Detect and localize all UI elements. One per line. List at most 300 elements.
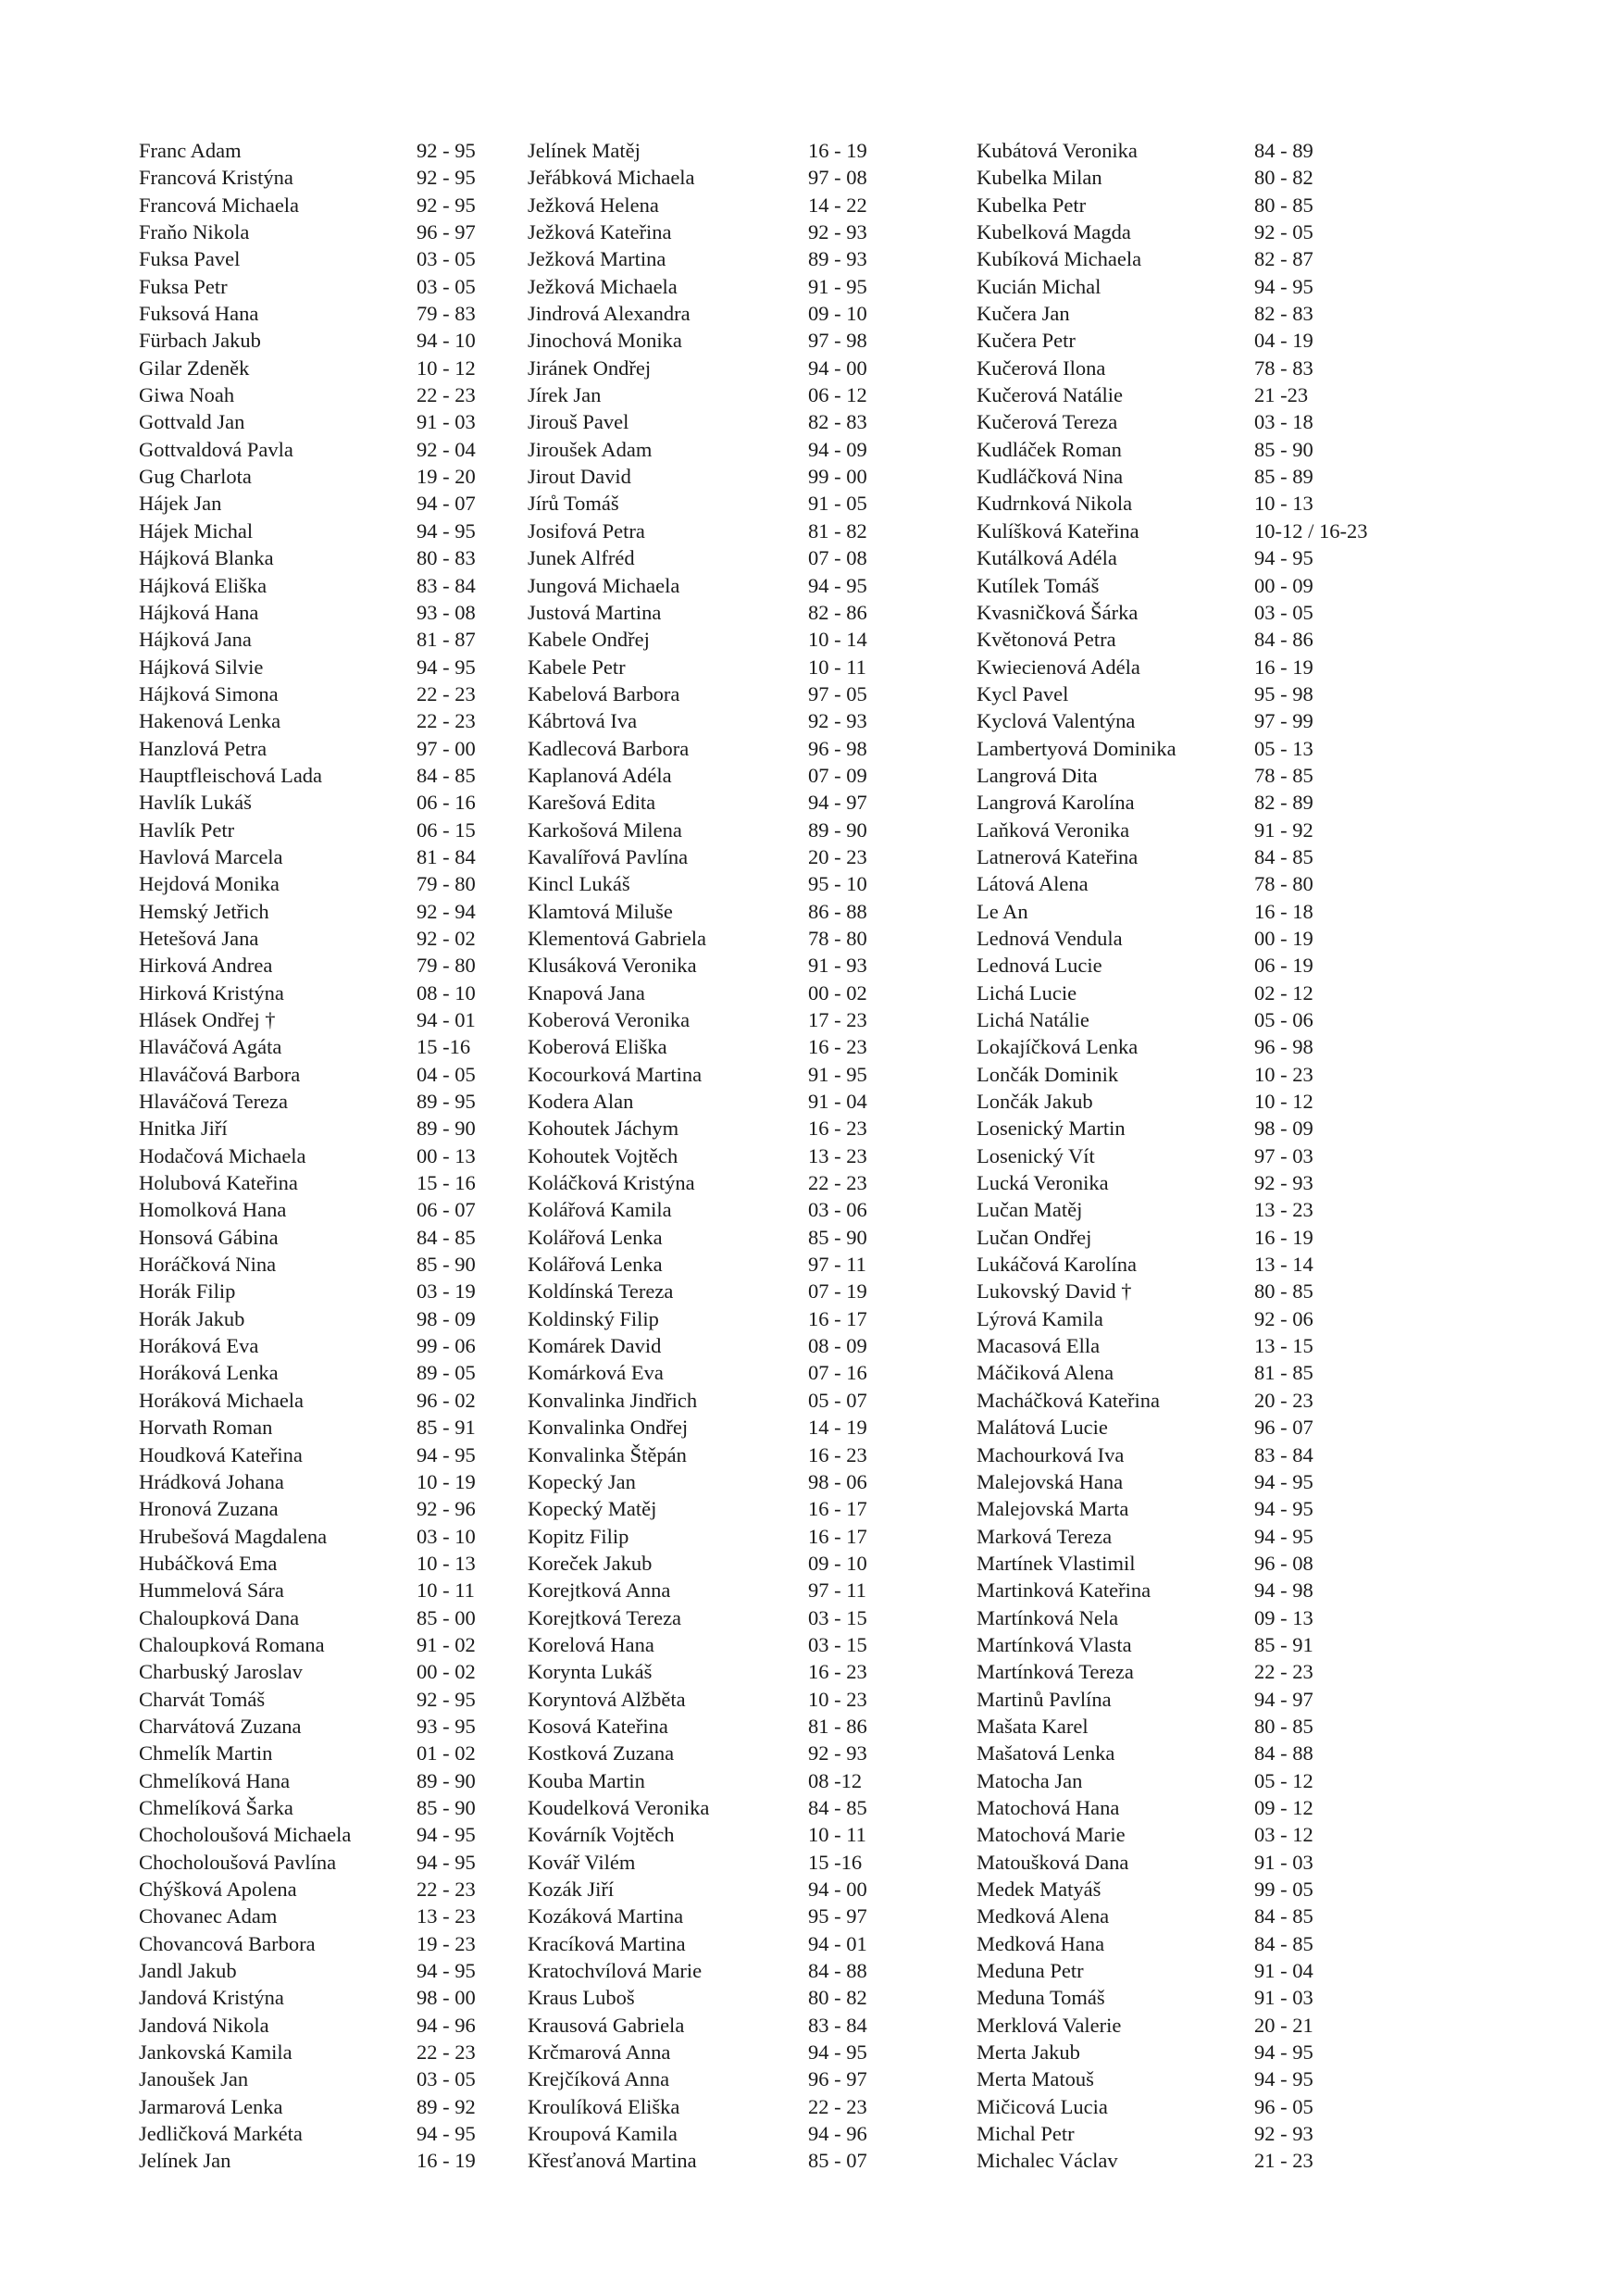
list-item <box>139 436 476 463</box>
list-item <box>139 2039 476 2065</box>
person-name: Kutílek Tomáš <box>977 573 1100 597</box>
membership-years: 94 - 95 <box>1254 2067 1313 2091</box>
list-item <box>528 1876 867 1903</box>
membership-years: 94 - 97 <box>1254 1687 1313 1711</box>
membership-years: 06 - 12 <box>808 383 867 407</box>
person-name: Medková Alena <box>977 1904 1110 1928</box>
list-item <box>977 735 1368 762</box>
list-item <box>528 436 867 463</box>
person-name: Malejovská Marta <box>977 1497 1129 1521</box>
list-item <box>139 1984 476 2011</box>
membership-years: 92 - 95 <box>417 139 476 162</box>
membership-years: 79 - 80 <box>417 954 476 978</box>
membership-years: 22 - 23 <box>417 681 476 705</box>
list-item <box>139 1849 476 1876</box>
membership-years: 19 - 23 <box>417 1931 476 1955</box>
person-name: Kaplanová Adéla <box>528 763 672 787</box>
membership-years: 13 - 14 <box>1254 1253 1313 1277</box>
person-name: Kwiecienová Adéla <box>977 655 1140 679</box>
list-item <box>977 327 1368 354</box>
membership-years: 91 - 03 <box>417 410 476 434</box>
membership-years: 82 - 83 <box>808 410 867 434</box>
membership-years: 85 - 90 <box>417 1795 476 1819</box>
membership-years: 21 -23 <box>1254 383 1309 407</box>
list-item <box>139 273 476 300</box>
person-name: Martínková Nela <box>977 1605 1119 1629</box>
list-item <box>977 1115 1368 1142</box>
list-item <box>139 1821 476 1848</box>
list-item <box>977 1251 1368 1278</box>
list-item <box>528 192 867 218</box>
membership-years: 10 - 13 <box>417 1551 476 1575</box>
membership-years: 06 - 07 <box>417 1198 476 1222</box>
person-name: Hlaváčová Barbora <box>139 1062 301 1086</box>
list-item <box>139 1251 476 1278</box>
person-name: Fuksa Petr <box>139 274 228 298</box>
list-item <box>528 1061 867 1088</box>
person-name: Kabele Petr <box>528 655 626 679</box>
person-name: Jeřábková Michaela <box>528 166 695 190</box>
list-item <box>977 1278 1368 1304</box>
list-item <box>977 2039 1368 2065</box>
list-item <box>977 626 1368 653</box>
person-name: Martínková Vlasta <box>977 1632 1132 1656</box>
list-item <box>528 1604 867 1631</box>
membership-years: 94 - 95 <box>808 2040 867 2065</box>
membership-years: 94 - 95 <box>1254 2040 1313 2065</box>
person-name: Komárek David <box>528 1334 662 1358</box>
person-name: Kucián Michal <box>977 274 1101 298</box>
person-name: Hronová Zuzana <box>139 1497 279 1521</box>
membership-years: 93 - 95 <box>417 1714 476 1738</box>
membership-years: 83 - 84 <box>808 2013 867 2037</box>
person-name: Jirout David <box>528 465 631 489</box>
list-item <box>139 980 476 1006</box>
list-item <box>977 137 1368 164</box>
list-item <box>977 654 1368 680</box>
membership-years: 96 - 97 <box>808 2067 867 2091</box>
list-item <box>139 1713 476 1740</box>
person-name: Horáčková Nina <box>139 1253 277 1277</box>
membership-years: 17 - 23 <box>808 1008 867 1031</box>
person-name: Jelínek Matěj <box>528 139 641 162</box>
membership-years: 03 - 06 <box>808 1198 867 1222</box>
membership-years: 03 - 18 <box>1254 410 1313 434</box>
person-name: Kubátová Veronika <box>977 139 1138 162</box>
column-1 <box>139 137 476 2175</box>
membership-years: 91 - 05 <box>808 492 867 516</box>
person-name: Konvalinka Jindřich <box>528 1388 698 1412</box>
list-item <box>139 2120 476 2147</box>
person-name: Latnerová Kateřina <box>977 844 1139 868</box>
list-item <box>528 1224 867 1251</box>
person-name: Lýrová Kamila <box>977 1306 1103 1330</box>
list-item <box>977 1061 1368 1088</box>
person-name: Lambertyová Dominika <box>977 736 1176 760</box>
person-name: Lukovský David † <box>977 1279 1132 1304</box>
person-name: Kučera Petr <box>977 329 1076 353</box>
list-item <box>139 1523 476 1550</box>
person-name: Jandová Kristýna <box>139 1986 284 2010</box>
list-item <box>139 707 476 734</box>
membership-years: 21 - 23 <box>1254 2149 1313 2173</box>
list-item <box>977 870 1368 897</box>
membership-years: 95 - 98 <box>1254 681 1313 705</box>
list-item <box>139 2012 476 2039</box>
membership-years: 22 - 23 <box>417 383 476 407</box>
list-item <box>528 870 867 897</box>
list-item <box>139 1033 476 1060</box>
person-name: Fraňo Nikola <box>139 220 250 244</box>
person-name: Matochová Hana <box>977 1795 1120 1819</box>
person-name: Langrová Karolína <box>977 791 1135 815</box>
list-item <box>528 1142 867 1169</box>
person-name: Látová Alena <box>977 872 1089 896</box>
list-item <box>139 1903 476 1929</box>
person-name: Kolářová Lenka <box>528 1225 663 1249</box>
membership-years: 92 - 04 <box>417 437 476 461</box>
membership-years: 22 - 23 <box>417 709 476 733</box>
membership-years: 16 - 23 <box>808 1442 867 1466</box>
list-item <box>139 1305 476 1332</box>
membership-years: 13 - 15 <box>1254 1334 1313 1358</box>
person-name: Hubáčková Ema <box>139 1551 278 1575</box>
list-item <box>528 762 867 789</box>
list-item <box>139 2147 476 2174</box>
membership-years: 95 - 97 <box>808 1904 867 1928</box>
membership-years: 19 - 20 <box>417 465 476 489</box>
person-name: Kolářová Lenka <box>528 1253 663 1277</box>
membership-years: 92 - 95 <box>417 1687 476 1711</box>
membership-years: 94 - 96 <box>417 2013 476 2037</box>
person-name: Macasová Ella <box>977 1334 1101 1358</box>
person-name: Gottvald Jan <box>139 410 245 434</box>
membership-years: 80 - 85 <box>1254 1279 1313 1304</box>
person-name: Ježková Kateřina <box>528 220 672 244</box>
membership-years: 06 - 19 <box>1254 954 1313 978</box>
person-name: Hirková Andrea <box>139 954 273 978</box>
list-item <box>139 1278 476 1304</box>
membership-years: 10 - 12 <box>417 356 476 380</box>
person-name: Klusáková Veronika <box>528 954 697 978</box>
person-name: Jankovská Kamila <box>139 2040 292 2065</box>
person-name: Lončák Jakub <box>977 1090 1093 1114</box>
membership-years: 82 - 87 <box>1254 247 1313 271</box>
membership-years: 91 - 02 <box>417 1632 476 1656</box>
person-name: Kudrnková Nikola <box>977 492 1133 516</box>
membership-years: 10 - 13 <box>1254 492 1313 516</box>
list-item <box>977 245 1368 272</box>
column-3 <box>977 137 1368 2175</box>
list-item <box>528 1794 867 1821</box>
membership-years: 91 - 95 <box>808 1062 867 1086</box>
list-item <box>528 898 867 925</box>
membership-years: 84 - 86 <box>1254 628 1313 652</box>
membership-years: 94 - 95 <box>808 573 867 597</box>
membership-years: 13 - 23 <box>808 1143 867 1167</box>
membership-years: 14 - 22 <box>808 193 867 217</box>
membership-years: 94 - 95 <box>417 655 476 679</box>
membership-years: 99 - 05 <box>1254 1878 1313 1901</box>
list-item <box>528 1849 867 1876</box>
list-item <box>139 789 476 816</box>
person-name: Macháčková Kateřina <box>977 1388 1161 1412</box>
list-item <box>528 463 867 490</box>
membership-years: 92 - 05 <box>1254 220 1313 244</box>
membership-years: 16 - 17 <box>808 1524 867 1548</box>
membership-years: 10 - 19 <box>417 1469 476 1493</box>
list-item <box>977 1713 1368 1740</box>
membership-years: 85 - 07 <box>808 2149 867 2173</box>
list-item <box>139 1387 476 1414</box>
list-item <box>528 1169 867 1196</box>
person-name: Kodera Alan <box>528 1090 634 1114</box>
membership-years: 84 - 85 <box>808 1795 867 1819</box>
membership-years: 91 - 04 <box>808 1090 867 1114</box>
list-item <box>528 1550 867 1577</box>
person-name: Chaloupková Dana <box>139 1605 300 1629</box>
list-item <box>977 192 1368 218</box>
list-item <box>139 599 476 626</box>
person-name: Hakenová Lenka <box>139 709 281 733</box>
membership-years: 03 - 19 <box>417 1279 476 1304</box>
person-name: Gug Charlota <box>139 465 252 489</box>
person-name: Houdková Kateřina <box>139 1442 303 1466</box>
list-item <box>977 1550 1368 1577</box>
list-item <box>139 1332 476 1359</box>
person-name: Lucká Veronika <box>977 1171 1109 1195</box>
membership-years: 89 - 95 <box>417 1090 476 1114</box>
list-item <box>977 980 1368 1006</box>
membership-years: 10 - 14 <box>808 628 867 652</box>
list-item <box>528 735 867 762</box>
person-name: Křesťanová Martina <box>528 2149 697 2173</box>
list-item <box>528 218 867 245</box>
membership-years: 85 - 91 <box>1254 1632 1313 1656</box>
membership-years: 07 - 09 <box>808 763 867 787</box>
person-name: Hummelová Sára <box>139 1578 284 1603</box>
list-item <box>139 1006 476 1033</box>
membership-years: 94 - 95 <box>417 1442 476 1466</box>
membership-years: 00 - 02 <box>808 980 867 1004</box>
list-item <box>139 952 476 979</box>
membership-years: 81 - 86 <box>808 1714 867 1738</box>
person-name: Chýšková Apolena <box>139 1878 297 1901</box>
list-item <box>528 1196 867 1223</box>
person-name: Matoušková Dana <box>977 1850 1129 1874</box>
membership-years: 97 - 00 <box>417 736 476 760</box>
person-name: Martínková Tereza <box>977 1660 1134 1684</box>
membership-years: 05 - 13 <box>1254 736 1313 760</box>
person-name: Malátová Lucie <box>977 1416 1108 1440</box>
person-name: Merta Jakub <box>977 2040 1080 2065</box>
list-item <box>528 1305 867 1332</box>
person-name: Medek Matyáš <box>977 1878 1101 1901</box>
person-name: Kudláček Roman <box>977 437 1122 461</box>
person-name: Gilar Zdeněk <box>139 356 250 380</box>
membership-years: 82 - 89 <box>1254 791 1313 815</box>
list-item <box>977 843 1368 870</box>
membership-years: 98 - 09 <box>1254 1117 1313 1141</box>
person-name: Charbuský Jaroslav <box>139 1660 303 1684</box>
person-name: Lichá Natálie <box>977 1008 1089 1031</box>
person-name: Horák Jakub <box>139 1306 245 1330</box>
person-name: Chovanec Adam <box>139 1904 278 1928</box>
person-name: Kopecký Matěj <box>528 1497 657 1521</box>
membership-years: 03 - 05 <box>417 274 476 298</box>
person-name: Losenický Martin <box>977 1117 1126 1141</box>
membership-years: 89 - 05 <box>417 1361 476 1385</box>
person-name: Merklová Valerie <box>977 2013 1122 2037</box>
person-name: Hemský Jetřich <box>139 899 269 923</box>
membership-years: 81 - 82 <box>808 518 867 543</box>
membership-years: 96 - 07 <box>1254 1416 1313 1440</box>
list-item <box>528 1821 867 1848</box>
person-name: Kadlecová Barbora <box>528 736 690 760</box>
membership-years: 07 - 19 <box>808 1279 867 1304</box>
person-name: Ježková Michaela <box>528 274 678 298</box>
list-item <box>528 2012 867 2039</box>
person-name: Charvátová Zuzana <box>139 1714 302 1738</box>
list-item <box>139 1414 476 1441</box>
list-item <box>139 1061 476 1088</box>
list-item <box>528 1414 867 1441</box>
membership-years: 94 - 00 <box>808 356 867 380</box>
list-item <box>528 1359 867 1386</box>
list-item <box>528 2039 867 2065</box>
list-item <box>977 1821 1368 1848</box>
list-item <box>528 1006 867 1033</box>
person-name: Hlásek Ondřej † <box>139 1008 276 1031</box>
list-item <box>139 1604 476 1631</box>
person-name: Kubíková Michaela <box>977 247 1142 271</box>
membership-years: 92 - 93 <box>808 1741 867 1766</box>
list-item <box>528 2065 867 2092</box>
list-item <box>977 1984 1368 2011</box>
list-item <box>528 490 867 517</box>
membership-years: 94 - 10 <box>417 329 476 353</box>
list-item <box>528 1468 867 1495</box>
person-name: Lednová Lucie <box>977 954 1102 978</box>
list-item <box>977 898 1368 925</box>
person-name: Kábrtová Iva <box>528 709 638 733</box>
membership-years: 89 - 93 <box>808 247 867 271</box>
list-item <box>528 1767 867 1794</box>
membership-years: 78 - 80 <box>1254 872 1313 896</box>
list-item <box>139 1196 476 1223</box>
list-item <box>139 1224 476 1251</box>
person-name: Kocourková Martina <box>528 1062 703 1086</box>
list-item <box>139 355 476 381</box>
membership-years: 92 - 95 <box>417 193 476 217</box>
list-item <box>528 2147 867 2174</box>
list-item <box>528 1523 867 1550</box>
list-item <box>139 490 476 517</box>
list-item <box>528 327 867 354</box>
list-item <box>139 327 476 354</box>
person-name: Fuksová Hana <box>139 302 259 326</box>
person-name: Hájková Blanka <box>139 546 274 570</box>
list-item <box>977 952 1368 979</box>
person-name: Kučerová Ilona <box>977 356 1106 380</box>
list-item <box>139 1550 476 1577</box>
person-name: Mičicová Lucia <box>977 2094 1108 2118</box>
person-name: Hauptfleischová Lada <box>139 763 323 787</box>
list-item <box>528 273 867 300</box>
list-item <box>528 1686 867 1713</box>
membership-years: 85 - 90 <box>808 1225 867 1249</box>
membership-years: 89 - 90 <box>808 817 867 842</box>
person-name: Hájková Simona <box>139 681 279 705</box>
list-item <box>977 273 1368 300</box>
list-item <box>528 925 867 952</box>
membership-years: 05 - 06 <box>1254 1008 1313 1031</box>
membership-years: 00 - 09 <box>1254 573 1313 597</box>
list-item <box>977 1903 1368 1929</box>
membership-years: 10 - 11 <box>808 655 866 679</box>
person-name: Franc Adam <box>139 139 242 162</box>
person-name: Hájková Silvie <box>139 655 264 679</box>
person-name: Homolková Hana <box>139 1198 287 1222</box>
membership-years: 01 - 02 <box>417 1741 476 1766</box>
list-item <box>977 1332 1368 1359</box>
person-name: Lokajíčková Lenka <box>977 1035 1139 1059</box>
list-item <box>528 164 867 191</box>
person-name: Chaloupková Romana <box>139 1632 325 1656</box>
person-name: Karešová Edita <box>528 791 656 815</box>
person-name: Lončák Dominik <box>977 1062 1119 1086</box>
membership-years: 16 - 19 <box>1254 1225 1313 1249</box>
person-name: Martinů Pavlína <box>977 1687 1112 1711</box>
membership-years: 94 - 01 <box>417 1008 476 1031</box>
column-2 <box>528 137 867 2175</box>
membership-years: 09 - 10 <box>808 1551 867 1575</box>
list-item <box>977 2012 1368 2039</box>
person-name: Kvasničková Šárka <box>977 600 1139 624</box>
person-name: Kovárník Vojtěch <box>528 1823 675 1847</box>
list-item <box>528 1251 867 1278</box>
person-name: Jelínek Jan <box>139 2149 231 2173</box>
list-item <box>139 408 476 435</box>
person-name: Hrubešová Magdalena <box>139 1524 328 1548</box>
list-item <box>977 1794 1368 1821</box>
person-name: Klementová Gabriela <box>528 926 707 950</box>
list-item <box>977 1305 1368 1332</box>
membership-years: 91 - 93 <box>808 954 867 978</box>
membership-years: 22 - 23 <box>1254 1660 1313 1684</box>
person-name: Květonová Petra <box>977 628 1116 652</box>
person-name: Medková Hana <box>977 1931 1105 1955</box>
membership-years: 94 - 95 <box>417 1959 476 1983</box>
person-name: Junek Alfréd <box>528 546 635 570</box>
list-item <box>528 137 867 164</box>
membership-years: 82 - 86 <box>808 600 867 624</box>
list-item <box>528 1957 867 1984</box>
person-name: Kubelka Milan <box>977 166 1102 190</box>
list-item <box>139 654 476 680</box>
membership-years: 03 - 05 <box>417 2067 476 2091</box>
membership-years: 22 - 23 <box>808 1171 867 1195</box>
person-name: Fürbach Jakub <box>139 329 261 353</box>
list-item <box>528 1088 867 1115</box>
person-name: Marková Tereza <box>977 1524 1113 1548</box>
list-item <box>977 1414 1368 1441</box>
person-name: Kučera Jan <box>977 302 1070 326</box>
person-name: Jarmarová Lenka <box>139 2094 283 2118</box>
person-name: Chmelík Martin <box>139 1741 273 1766</box>
list-item <box>528 300 867 327</box>
list-item <box>977 1631 1368 1658</box>
